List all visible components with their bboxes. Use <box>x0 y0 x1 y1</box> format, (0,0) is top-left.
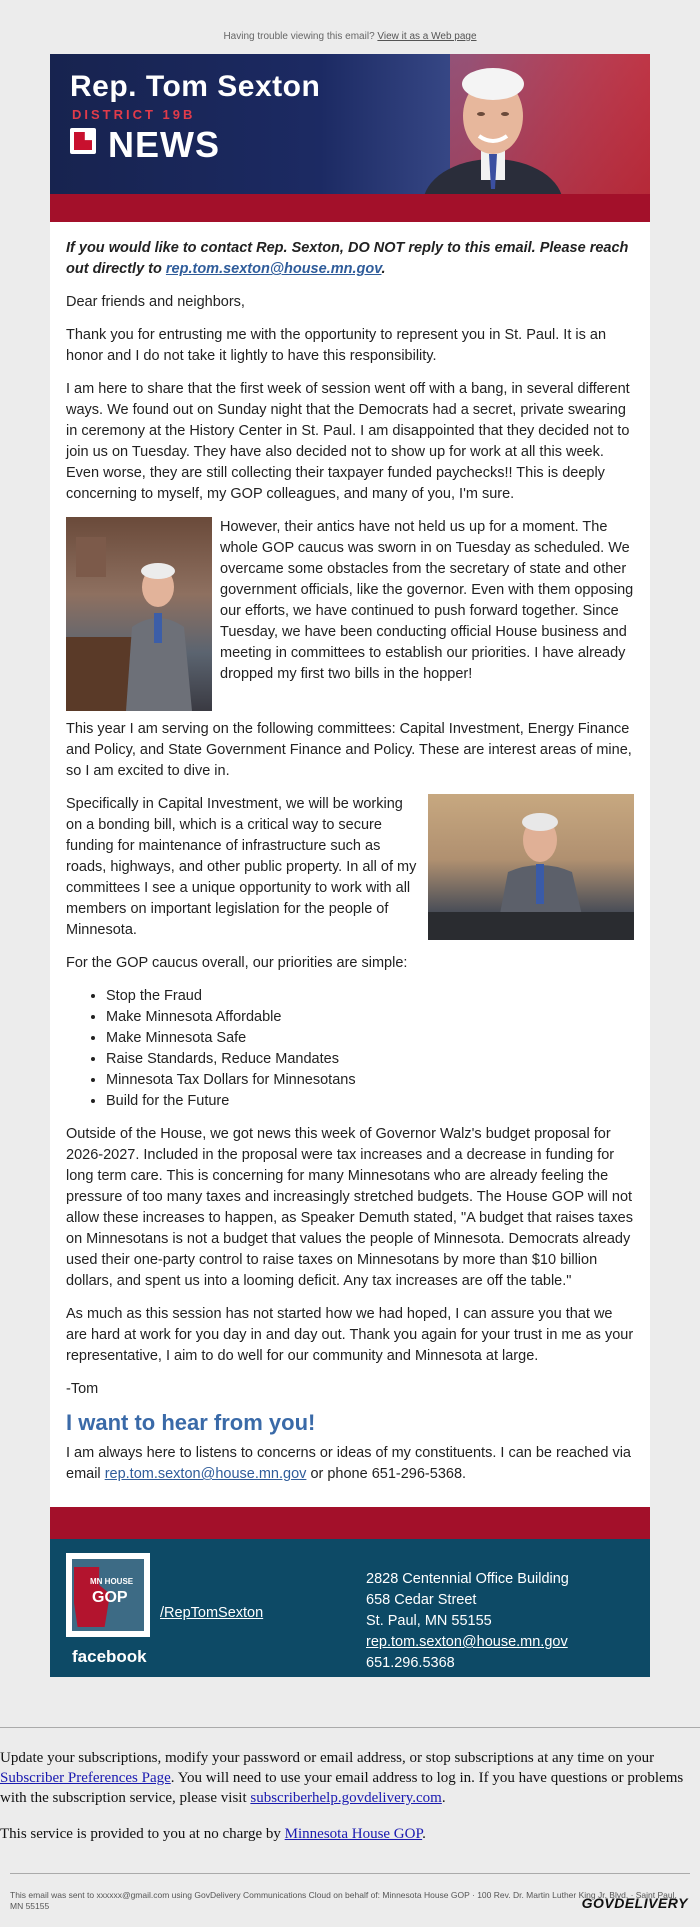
rep-in-committee-photo <box>428 794 634 940</box>
priorities-list <box>66 986 634 1112</box>
address-line-3: St. Paul, MN 55155 <box>366 1613 492 1629</box>
contact-email-link[interactable]: rep.tom.sexton@house.mn.gov <box>165 261 382 277</box>
greeting: Dear friends and neighbors, <box>66 294 245 310</box>
banner-red-divider <box>50 194 650 222</box>
contact-notice: If you would like to contact Rep. Sexton, DO NOT reply to this email. Please reach out directly to rep.tom.sexton@house.mn.gov. <box>66 240 629 277</box>
subscription-text: Update your subscriptions, modify your password or email address, or stop subscriptions at any time on your Subscriber Preferences Page. You will need to use your email address to log in. If you have questions or problems with the subscription service, please visit subscriberhelp.govdelivery.com. <box>0 1750 684 1806</box>
priority-item: • Make Minnesota Affordable <box>106 1007 634 1028</box>
hear-text-part1: I am always here to listens to concerns or ideas of my constituents. I can be reached via email <box>66 1445 631 1482</box>
address-line-1: 2828 Centennial Office Building <box>366 1571 569 1587</box>
banner-news-title: NEWS <box>108 124 220 165</box>
gop-text: GOP <box>92 1589 128 1606</box>
hear-from-you-text <box>66 1443 634 1485</box>
paragraph-committees: This year I am serving on the following committees: Capital Investment, Energy Finance and Policy, and State Government Finance and Policy. These are interest areas of mine, so I am excited to dive in. <box>66 721 632 779</box>
hear-text-part2: or phone 651-296-5368. <box>310 1466 467 1482</box>
mn-house-gop-logo[interactable] <box>66 1553 150 1637</box>
view-web-page-link[interactable]: View it as a Web page <box>377 31 477 42</box>
gop-logo-icon <box>70 128 96 154</box>
email-container <box>50 54 650 1677</box>
signoff: -Tom <box>66 1381 99 1397</box>
paragraph-antics: However, their antics have not held us up for a moment. The whole GOP caucus was sworn in on Tuesday as scheduled. We overcame some obstacles from the secretary of state and other government officials, like the governor. Even with them opposing our efforts, we have continued to push forward together. Since Tuesday, we have been conducting official House business and meeting in committees to establish our priorities. I have already dropped my first two bills in the hopper! <box>220 519 634 682</box>
newsletter-footer <box>50 1539 650 1677</box>
paragraph-budget: Outside of the House, we got news this week of Governor Walz's budget proposal for 2026-2027. Included in the proposal were tax increases and a decrease in funding for long term care. This is concerning for many Minnesotans who are already feeling the pressure of too many taxes and increasingly stretched budgets. The House GOP will not allow these increases to happen, as Speaker Demuth stated, "A budget that raises taxes on Minnesotans is not a budget that values the people of Minnesota. Democrats already used their one-party control to raise taxes on Minnesotans by more than $10 billion dollars, and spent us into a looming deficit. Any tax increases are off the table." <box>66 1126 633 1289</box>
trouble-viewing-text: Having trouble viewing this email? <box>223 31 375 42</box>
subscription-section <box>0 1727 700 1860</box>
paragraph-capital-investment: Specifically in Capital Investment, we will be working on a bonding bill, which is a critical way to secure funding for maintenance of infrastructure such as roads, highways, and other public property. In all of my committees I see a unique opportunity to work with all members on important legislation for the people of Minnesota. <box>66 796 417 938</box>
minnesota-house-gop-link[interactable]: Minnesota House GOP <box>284 1826 423 1842</box>
priority-item: • Raise Standards, Reduce Mandates <box>106 1049 634 1070</box>
facebook-wordmark[interactable]: facebook <box>72 1647 147 1666</box>
mn-house-text: MN HOUSE <box>90 1577 134 1586</box>
priority-item: • Make Minnesota Safe <box>106 1028 634 1049</box>
subscriber-preferences-link[interactable]: Subscriber Preferences Page <box>0 1770 171 1786</box>
newsletter-banner <box>50 54 650 194</box>
govdelivery-logo: GOVDELIVERY <box>581 1895 688 1911</box>
subscription-text-part1: Update your subscriptions, modify your password or email address, or stop subscriptions at any time on your <box>0 1750 655 1766</box>
priority-item: • Build for the Future <box>106 1091 634 1112</box>
priority-item: • Stop the Fraud <box>106 986 634 1007</box>
footer-email-link[interactable]: rep.tom.sexton@house.mn.gov <box>366 1634 568 1650</box>
rep-at-podium-photo <box>66 517 212 711</box>
service-note: This service is provided to you at no charge by Minnesota House GOP. <box>0 1826 426 1842</box>
paragraph-closing: As much as this session has not started how we had hoped, I can assure you that we are hard at work for you day in and day out. Thank you again for your trust in me as your representative, I aim to do well for our community and Minnesota at large. <box>66 1306 634 1364</box>
contact-notice-text: If you would like to contact Rep. Sexton, DO NOT reply to this email. Please reach out directly to <box>66 240 629 277</box>
priority-item: • Minnesota Tax Dollars for Minnesotans <box>106 1070 634 1091</box>
footer-phone: 651.296.5368 <box>366 1655 455 1671</box>
sent-to-fine-print: This email was sent to xxxxxx@gmail.com using GovDelivery Communications Cloud on behalf of: Minnesota House GOP · 100 Rev. Dr. Martin Luther King Jr. Blvd. · Saint Paul, MN 55155 <box>10 1873 690 1912</box>
paragraph-priorities-intro: For the GOP caucus overall, our priorities are simple: <box>66 955 408 971</box>
rep-portrait-image <box>415 54 570 194</box>
newsletter-body <box>50 222 650 1507</box>
hear-from-you-heading: I want to hear from you! <box>66 1410 316 1435</box>
footer-red-divider <box>50 1507 650 1539</box>
office-address <box>366 1569 569 1674</box>
service-note-text: This service is provided to you at no charge by <box>0 1826 281 1842</box>
hear-email-link[interactable]: rep.tom.sexton@house.mn.gov <box>104 1466 307 1482</box>
banner-rep-name: Rep. Tom Sexton <box>70 70 321 103</box>
address-line-2: 658 Cedar Street <box>366 1592 477 1608</box>
trouble-viewing-note <box>0 0 700 54</box>
subscription-divider <box>0 1727 700 1728</box>
paragraph-first-week: I am here to share that the first week of session went off with a bang, in several different ways. We found out on Sunday night that the Democrats had a secret, private swearing in ceremony at the History Center in St. Paul. I am disappointed that they decided not to join us on Tuesday. They have also decided not to show up for work at all this week. Even worse, they are still collecting their taxpayer funded paychecks!! This is deeply concerning to myself, my GOP colleagues, and many of you, I'm sure. <box>66 381 630 502</box>
banner-district: DISTRICT 19B <box>72 107 196 122</box>
subscriber-help-link[interactable]: subscriberhelp.govdelivery.com <box>250 1790 442 1806</box>
subscription-text-part2: . You will need to use your email address to log in. If you have questions or problems with the subscription service, please visit <box>0 1770 684 1806</box>
paragraph-thanks: Thank you for entrusting me with the opportunity to represent you in St. Paul. It is an honor and I do not take it lightly to have this responsibility. <box>66 327 607 364</box>
facebook-handle-link[interactable]: /RepTomSexton <box>160 1605 264 1621</box>
